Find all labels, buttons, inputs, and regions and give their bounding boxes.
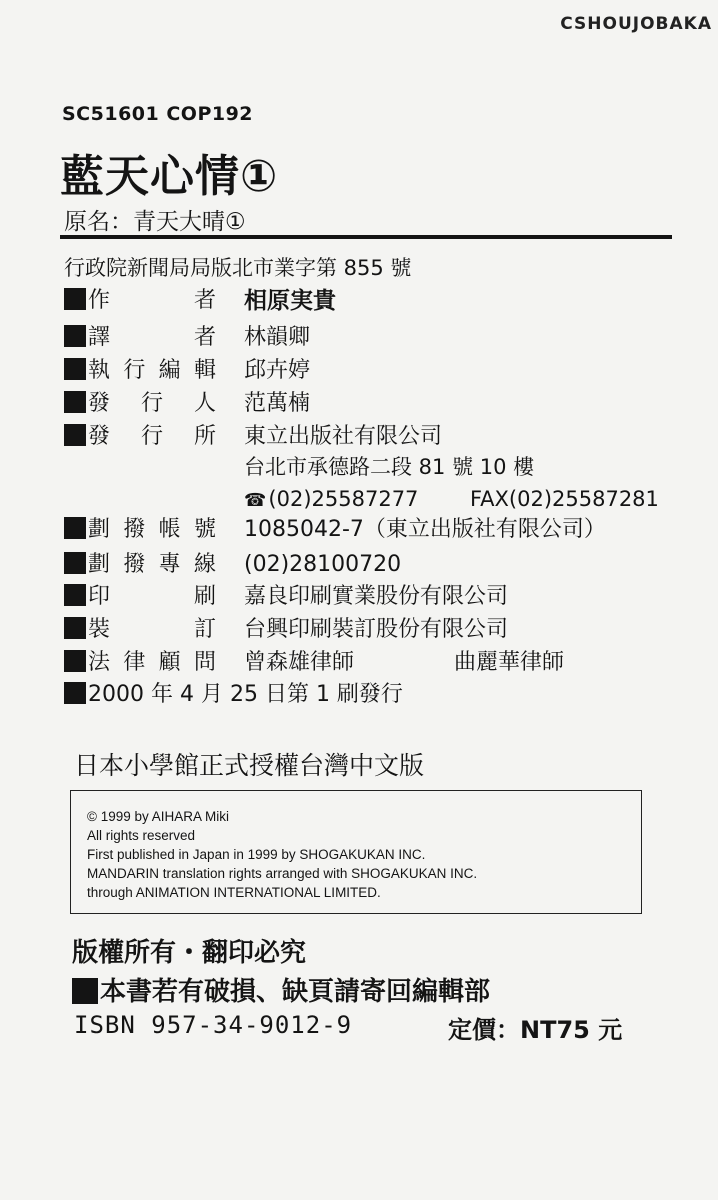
credit-value: 曾森雄律師: [244, 650, 355, 675]
bullet-square: [64, 288, 86, 310]
bullet-square: [64, 584, 86, 606]
credit-row-publishing-house: [64, 422, 443, 452]
credit-value: 台興印刷裝訂股份有限公司: [244, 617, 509, 642]
original-title: 原名：青天大晴①: [64, 209, 246, 235]
credit-value: 范萬楠: [244, 391, 311, 416]
divider: [60, 235, 672, 239]
fax-number: FAX(02)25587281: [470, 487, 659, 511]
credit-row-translator: [64, 323, 311, 353]
credit-value: 嘉良印刷實業股份有限公司: [244, 584, 509, 609]
credit-row-postal: [64, 515, 606, 545]
damaged-notice: 本書若有破損、缺頁請寄回編輯部: [100, 977, 491, 1007]
publisher-contact: [244, 484, 659, 516]
copyright-line: through ANIMATION INTERNATIONAL LIMITED.: [87, 885, 381, 900]
credit-label: 劃撥專線: [88, 552, 216, 577]
credit-label: 裝 訂: [88, 617, 216, 642]
credit-row-legal: [64, 648, 565, 678]
bullet-square: [64, 358, 86, 380]
credit-label: 劃撥帳號: [88, 517, 216, 542]
copyright-line: MANDARIN translation rights arranged with SHOGAKUKAN INC.: [87, 866, 478, 881]
book-title: 藍天心情①: [60, 151, 279, 202]
watermark: CSHOUJOBAKA: [560, 14, 712, 34]
phone-number: (02)25587277: [268, 487, 419, 511]
credit-value: 邱卉婷: [244, 358, 311, 383]
credit-label: 譯 者: [88, 325, 216, 350]
bullet-square: [64, 650, 86, 672]
credit-label: 執行編輯: [88, 358, 216, 383]
bullet-square: [64, 517, 86, 539]
bullet-square: [64, 552, 86, 574]
copyright-line: © 1999 by AIHARA Miki: [87, 809, 230, 824]
credit-row-binding: [64, 615, 509, 645]
publish-date-row: [64, 680, 403, 710]
bullet-square: [64, 325, 86, 347]
credit-label: 法律顧問: [88, 650, 216, 675]
credit-row-publisher: [64, 389, 311, 419]
phone-icon: ☎: [244, 490, 267, 511]
isbn: ISBN 957-34-9012-9: [74, 1011, 353, 1039]
rights-notice: 版權所有・翻印必究: [72, 938, 307, 968]
credit-value: 東立出版社有限公司: [244, 424, 443, 449]
bullet-square: [64, 424, 86, 446]
credit-value: (02)28100720: [244, 552, 402, 577]
bullet-square: [64, 617, 86, 639]
license-statement: 日本小學館正式授權台灣中文版: [74, 751, 425, 780]
credit-value: 1085042-7（東立出版社有限公司）: [244, 517, 606, 542]
copyright-line: First published in Japan in 1999 by SHOGAKUKAN INC.: [87, 847, 426, 862]
credit-label: 發 行 人: [88, 391, 216, 416]
credit-row-hotline: [64, 550, 402, 580]
damaged-notice-row: [72, 971, 490, 1008]
credit-row-author: [64, 286, 336, 316]
credit-value: 林韻卿: [244, 325, 311, 350]
publish-date: 2000 年 4 月 25 日第 1 刷發行: [88, 682, 403, 707]
bullet-square: [64, 682, 86, 704]
price: 定價：NT75 元: [448, 1016, 623, 1044]
credit-row-editor: [64, 356, 311, 386]
credit-label: 印 刷: [88, 584, 216, 609]
bullet-square: [72, 978, 98, 1004]
credit-value: 相原実貴: [244, 288, 336, 314]
catalog-code: SC51601 COP192: [62, 103, 254, 125]
credit-value-2: 曲麗華律師: [454, 650, 565, 675]
credit-row-printer: [64, 582, 509, 612]
publisher-address: 台北市承德路二段 81 號 10 樓: [244, 455, 535, 479]
publishing-permit: 行政院新聞局局版北市業字第 855 號: [64, 256, 412, 280]
bullet-square: [64, 391, 86, 413]
copyright-box: [70, 790, 642, 914]
credit-label: 發 行 所: [88, 424, 216, 449]
copyright-line: All rights reserved: [87, 828, 196, 843]
credit-label: 作 者: [88, 288, 216, 313]
